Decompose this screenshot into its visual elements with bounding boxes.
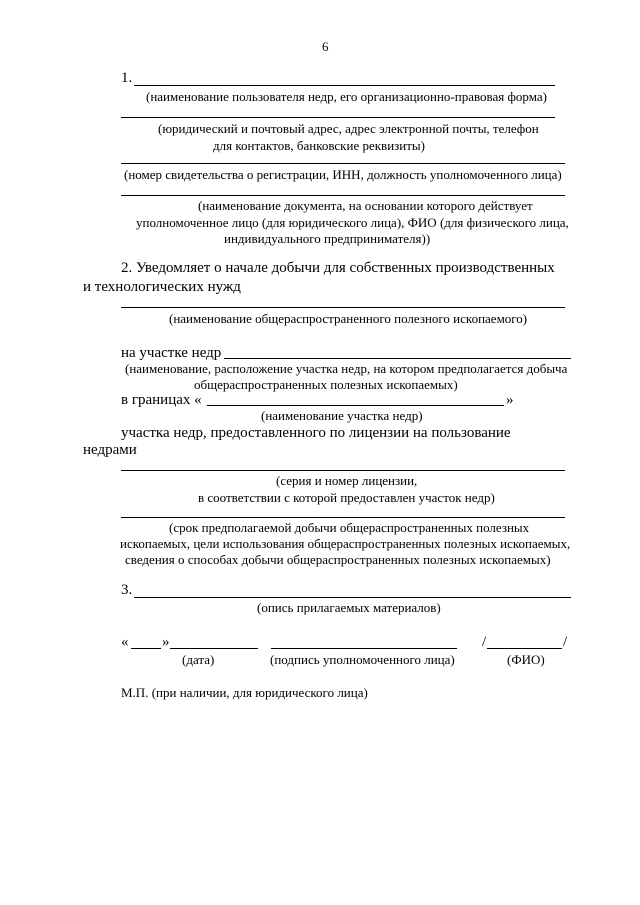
registration-field[interactable] bbox=[121, 163, 565, 164]
bounds-field[interactable] bbox=[207, 405, 504, 406]
license-text-2: недрами bbox=[83, 442, 137, 458]
license-text-1: участка недр, предоставленного по лицензии на пользование bbox=[121, 425, 511, 441]
caption-site-1: (наименование, расположение участка недр, на котором предполагается добыча bbox=[125, 361, 568, 376]
name-slash-close: / bbox=[563, 634, 568, 650]
user-name-field[interactable] bbox=[134, 85, 555, 86]
page-number: 6 bbox=[322, 39, 329, 54]
caption-document-1: (наименование документа, на основании которого действует bbox=[198, 198, 533, 213]
document-field[interactable] bbox=[121, 195, 565, 196]
section-3-number: 3. bbox=[121, 582, 133, 598]
license-field[interactable] bbox=[121, 470, 565, 471]
caption-site-2: общераспространенных полезных ископаемых) bbox=[194, 377, 458, 392]
site-label: на участке недр bbox=[121, 345, 222, 361]
caption-user: (наименование пользователя недр, его организационно-правовая форма) bbox=[146, 89, 547, 104]
caption-license-2: в соответствии с которой предоставлен участок недр) bbox=[198, 490, 495, 505]
caption-period-1: (срок предполагаемой добычи общераспространенных полезных bbox=[169, 520, 530, 535]
caption-period-3: сведения о способах добычи общераспространенных полезных ископаемых) bbox=[125, 552, 551, 567]
bounds-label: в границах « bbox=[121, 392, 202, 408]
date-close-quote: » bbox=[162, 634, 170, 650]
caption-license-1: (серия и номер лицензии, bbox=[276, 473, 418, 488]
address-field[interactable] bbox=[121, 117, 555, 118]
caption-document-2: уполномоченное лицо (для юридического лица), ФИО (для физического лица, bbox=[136, 215, 569, 230]
caption-materials: (опись прилагаемых материалов) bbox=[257, 600, 441, 615]
seal-note: М.П. (при наличии, для юридического лица) bbox=[121, 685, 368, 700]
caption-document-3: индивидуального предпринимателя)) bbox=[224, 231, 431, 246]
caption-mineral: (наименование общераспространенного полезного ископаемого) bbox=[169, 311, 528, 326]
caption-period-2: ископаемых, цели использования общераспространенных полезных ископаемых, bbox=[120, 536, 571, 551]
bounds-close-quote: » bbox=[506, 392, 514, 408]
caption-address-2: для контактов, банковские реквизиты) bbox=[213, 138, 425, 153]
name-field[interactable] bbox=[487, 648, 562, 649]
mineral-field[interactable] bbox=[121, 307, 565, 308]
caption-bounds: (наименование участка недр) bbox=[261, 408, 423, 423]
caption-address-1: (юридический и почтовый адрес, адрес электронной почты, телефон bbox=[158, 121, 539, 136]
name-slash-open: / bbox=[482, 634, 487, 650]
section-2-heading-2: и технологических нужд bbox=[83, 279, 241, 295]
caption-registration: (номер свидетельства о регистрации, ИНН, должность уполномоченного лица) bbox=[124, 167, 562, 182]
materials-field[interactable] bbox=[134, 597, 571, 598]
site-field[interactable] bbox=[224, 358, 571, 359]
section-1-number: 1. bbox=[121, 70, 133, 86]
month-year-field[interactable] bbox=[170, 648, 258, 649]
caption-signature: (подпись уполномоченного лица) bbox=[270, 652, 455, 667]
section-2-heading-1: 2. Уведомляет о начале добычи для собственных производственных bbox=[121, 260, 555, 276]
caption-date: (дата) bbox=[182, 652, 215, 667]
day-field[interactable] bbox=[131, 648, 161, 649]
caption-name: (ФИО) bbox=[507, 652, 545, 667]
signature-field[interactable] bbox=[271, 648, 457, 649]
period-field[interactable] bbox=[121, 517, 565, 518]
date-open-quote: « bbox=[121, 634, 129, 650]
